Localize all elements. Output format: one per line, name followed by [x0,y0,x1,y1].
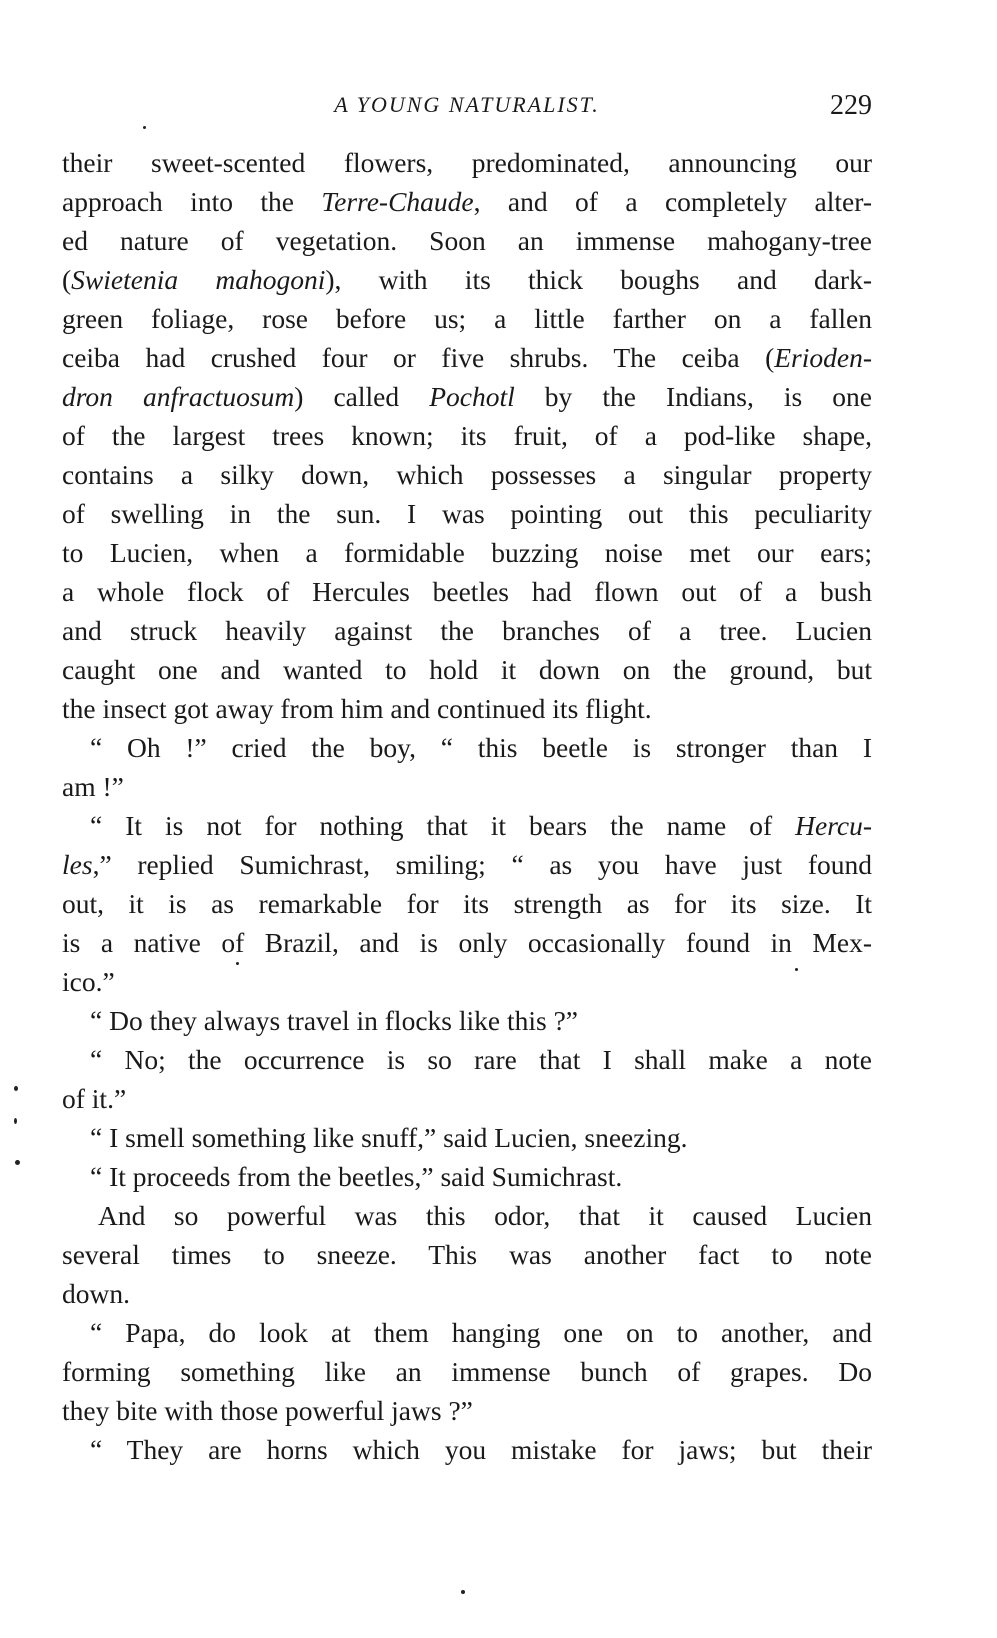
scan-speck [14,1086,18,1091]
text-line: “ It is not for nothing that it bears the name of Hercu- [90,810,872,841]
text-line: “ They are horns which you mistake for jaws; but their [90,1434,872,1465]
italic-term: Erioden- [774,342,872,373]
text-line: dron anfractuosum) called Pochotl by the Indians, is one [62,381,873,412]
text-line: out, it is as remarkable for its strength as for its size. It [62,888,872,919]
text-line: of the largest trees known; its fruit, of a pod-like shape, [62,420,872,451]
text-line: green foliage, rose before us; a little farther on a fallen [62,303,872,334]
text-line: ico.” [62,966,115,997]
scan-speck [795,968,798,971]
text-line: “ Papa, do look at them hanging one on to another, and [90,1317,872,1348]
text-line: a whole flock of Hercules beetles had flown out of a bush [62,576,872,607]
text-line: their sweet-scented flowers, predominated, announcing our [62,147,872,178]
text-line: to Lucien, when a formidable buzzing noise met our ears; [62,537,872,568]
italic-term: Swietenia mahogoni [71,264,326,295]
text-line: “ Oh !” cried the boy, “ this beetle is stronger than I [90,732,872,763]
text-line: the insect got away from him and continued its flight. [62,693,652,724]
italic-term: dron anfractuosum [62,381,295,412]
text-line: of swelling in the sun. I was pointing out this peculiarity [62,498,872,529]
italic-term: Hercu- [795,810,872,841]
text-line: approach into the Terre-Chaude, and of a completely alter- [62,186,872,217]
text-line: “ It proceeds from the beetles,” said Sumichrast. [90,1161,623,1192]
text-line: contains a silky down, which possesses a singular property [62,459,872,490]
text-line: down. [62,1278,130,1309]
italic-term: Pochotl [429,381,515,412]
scan-speck [15,1160,20,1165]
text-line: “ Do they always travel in flocks like this ?” [90,1005,578,1036]
text-line: is a native of Brazil, and is only occasionally found in Mex- [62,927,872,958]
text-line: ceiba had crushed four or five shrubs. The ceiba (Erioden- [62,342,872,373]
running-title: A YOUNG NATURALIST. [334,92,600,117]
scan-speck [236,962,239,965]
body-text [62,143,872,1469]
text-line: And so powerful was this odor, that it caused Lucien [98,1200,872,1231]
scan-speck [143,126,146,129]
text-line: forming something like an immense bunch of grapes. Do [62,1356,872,1387]
text-line: am !” [62,771,124,802]
scan-speck [14,1118,17,1124]
text-line: “ I smell something like snuff,” said Lucien, sneezing. [90,1122,688,1153]
running-head [62,88,872,128]
text-line: ed nature of vegetation. Soon an immense mahogany-tree [62,225,872,256]
italic-term: Terre-Chaude [321,186,474,217]
text-line: they bite with those powerful jaws ?” [62,1395,473,1426]
text-line: several times to sneeze. This was another fact to note [62,1239,872,1270]
text-line: les,” replied Sumichrast, smiling; “ as you have just found [62,849,872,880]
text-line: and struck heavily against the branches of a tree. Lucien [62,615,872,646]
text-line: of it.” [62,1083,127,1114]
text-line: “ No; the occurrence is so rare that I shall make a note [90,1044,872,1075]
text-line: (Swietenia mahogoni), with its thick boughs and dark- [62,264,872,295]
text-line: caught one and wanted to hold it down on the ground, but [62,654,872,685]
page-number: 229 [830,90,872,121]
scan-speck [461,1590,465,1594]
italic-term: les [62,849,93,880]
